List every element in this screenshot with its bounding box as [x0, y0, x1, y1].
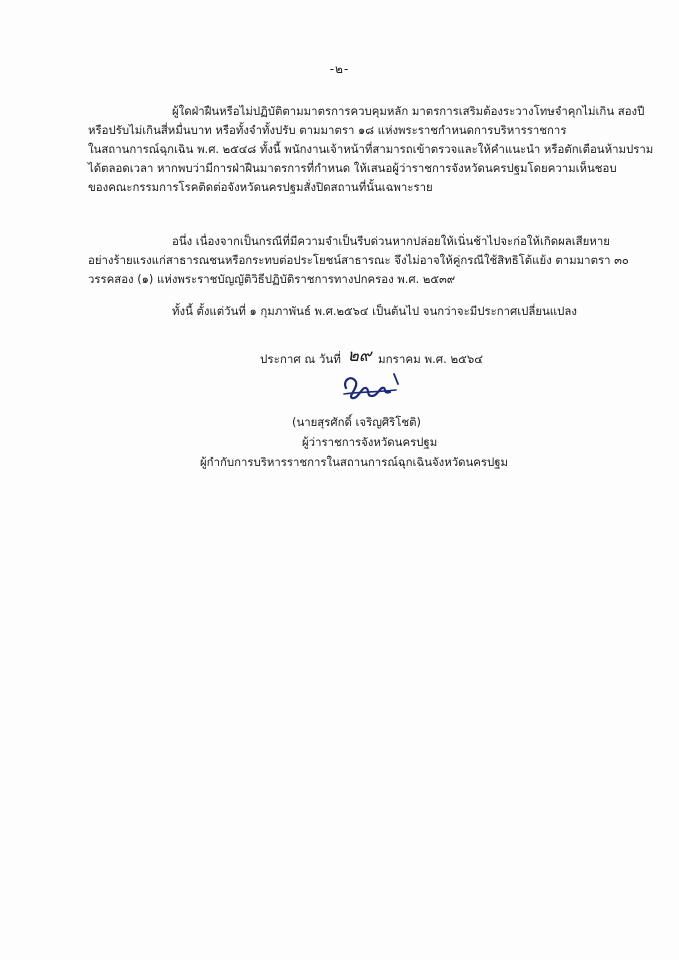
- signatory-position: ผู้ว่าราชการจังหวัดนครปฐม: [302, 435, 438, 449]
- paragraph-urgency: [88, 232, 629, 289]
- paragraph-line: หรือปรับไม่เกินสี่หมื่นบาท หรือทั้งจำทั้งปรับ ตามมาตรา ๑๘ แห่งพระราชกำหนดการบริหารราชการ: [88, 123, 567, 137]
- signature-icon: [338, 366, 408, 406]
- paragraph-line: ในสถานการณ์ฉุกเฉิน พ.ศ. ๒๕๔๘ ทั้งนี้ พนักงานเจ้าหน้าที่สามารถเข้าตรวจและให้คำแนะนำ หรือตักเตือนห้ามปราม: [88, 142, 654, 156]
- paragraph-penalty: [88, 102, 654, 197]
- paragraph-line: ได้ตลอดเวลา หากพบว่ามีการฝ่าฝืนมาตรการที่กำหนด ให้เสนอผู้ว่าราชการจังหวัดนครปฐมโดยความเห็นชอบ: [88, 161, 617, 175]
- signatory-name: (นายสุรศักดิ์ เจริญศิริโชติ): [292, 415, 421, 429]
- announcement-suffix: มกราคม พ.ศ. ๒๕๖๔: [377, 352, 484, 366]
- paragraph-line: อนึ่ง เนื่องจากเป็นกรณีที่มีความจำเป็นรีบด่วนหากปล่อยให้เนิ่นช้าไปจะก่อให้เกิดผลเสียหาย: [172, 234, 610, 248]
- announcement-day: ๒๙: [347, 346, 372, 366]
- signatory-block: [200, 412, 520, 472]
- paragraph-line: วรรคสอง (๑) แห่งพระราชบัญญัติวิธีปฏิบัติราชการทางปกครอง พ.ศ. ๒๕๓๙: [88, 272, 456, 286]
- paragraph-effective-date: [88, 302, 596, 321]
- page-number: -๒-: [329, 62, 350, 76]
- announcement-prefix: ประกาศ ณ วันที่: [260, 352, 341, 366]
- paragraph-line: ของคณะกรรมการโรคติดต่อจังหวัดนครปฐมสั่งปิดสถานที่นั้นเฉพาะราย: [88, 180, 433, 194]
- signatory-role: ผู้กำกับการบริหารราชการในสถานการณ์ฉุกเฉินจังหวัดนครปฐม: [200, 455, 509, 469]
- paragraph-line: ทั้งนี้ ตั้งแต่วันที่ ๑ กุมภาพันธ์ พ.ศ.๒๕๖๔ เป็นต้นไป จนกว่าจะมีประกาศเปลี่ยนแปลง: [172, 304, 577, 318]
- paragraph-line: อย่างร้ายแรงแก่สาธารณชนหรือกระทบต่อประโยชน์สาธารณะ จึงไม่อาจให้คู่กรณีใช้สิทธิโต้แย้ง ตามมาตรา ๓๐: [88, 253, 629, 267]
- paragraph-line: ผู้ใดฝ่าฝืนหรือไม่ปฏิบัติตามมาตรการควบคุมหลัก มาตรการเสริมต้องระวางโทษจำคุกไม่เกิน สองปี: [172, 104, 645, 118]
